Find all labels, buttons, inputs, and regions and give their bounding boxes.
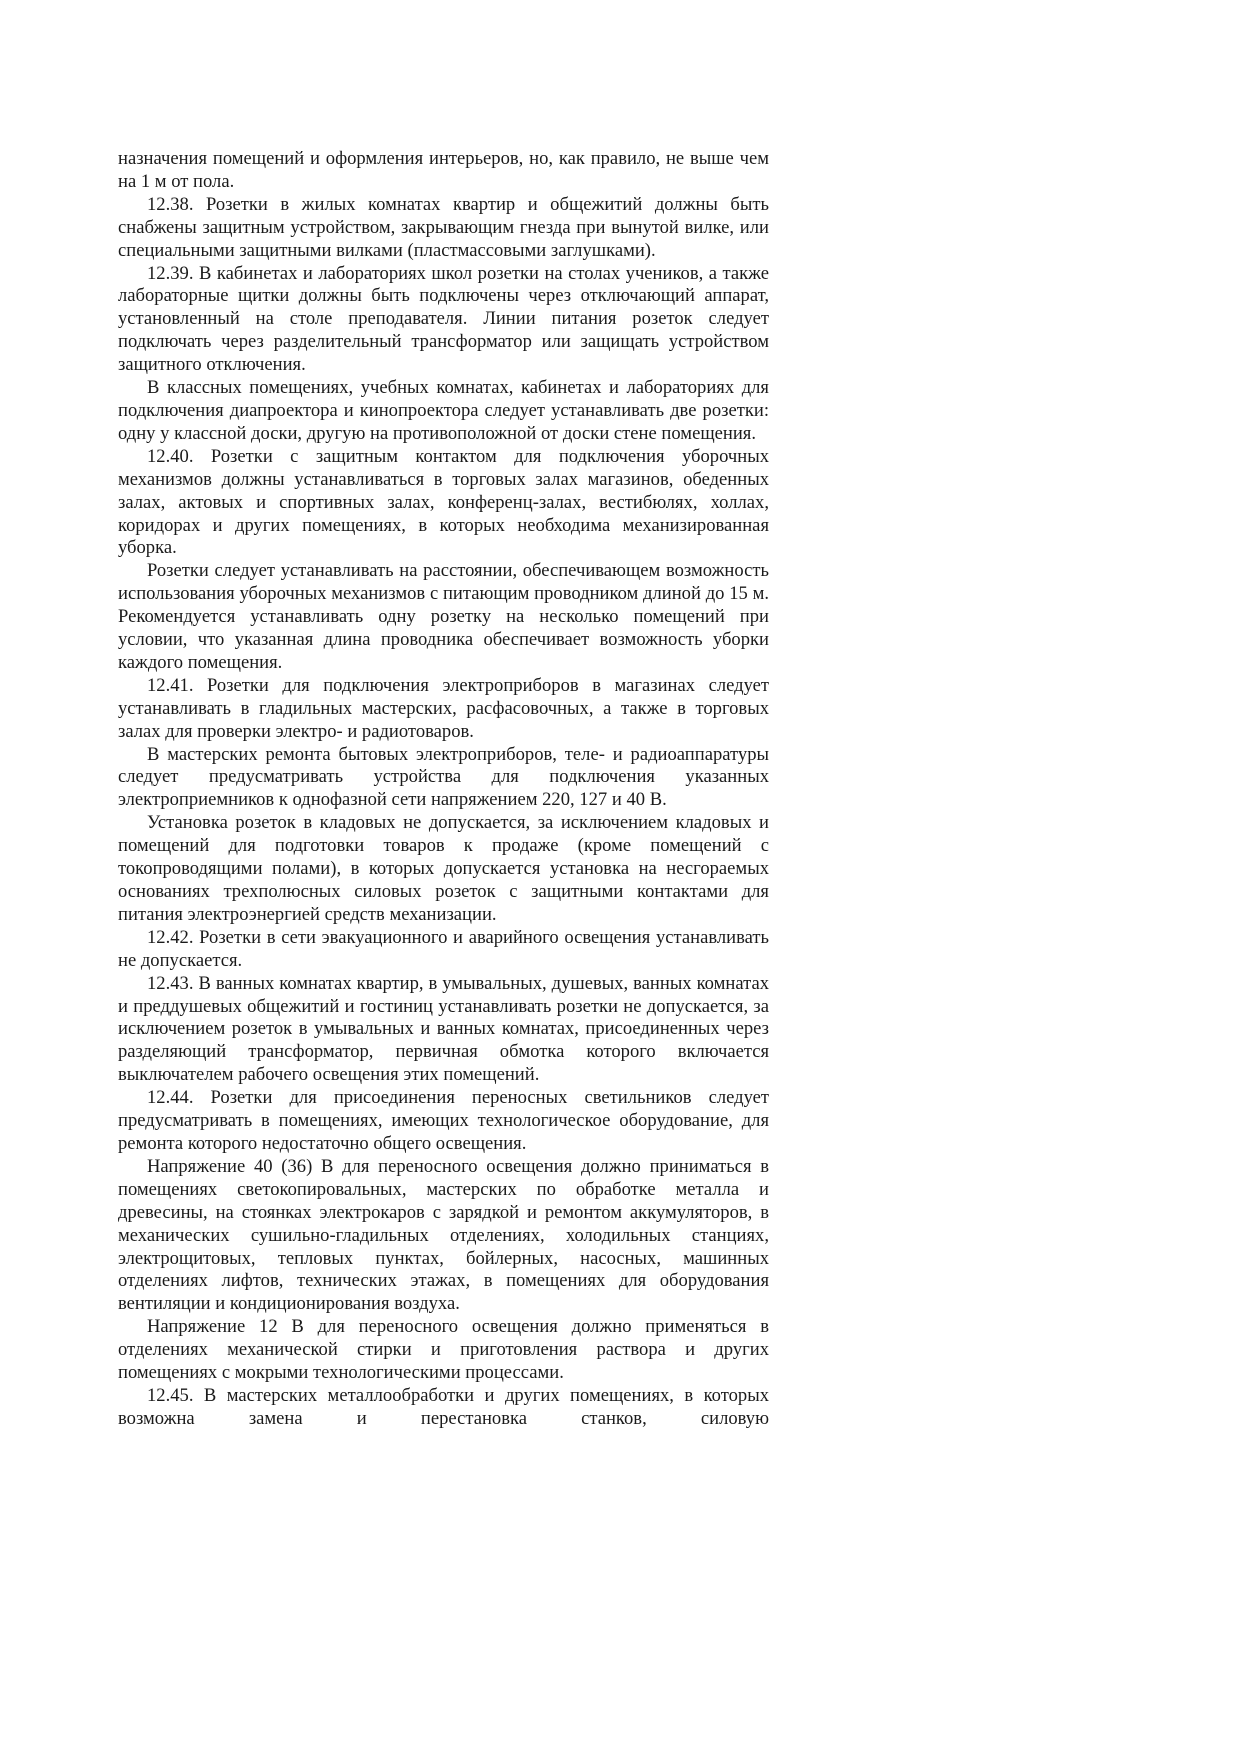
paragraph-continuation: назначения помещений и оформления интерьеров, но, как правило, не выше чем на 1 м от пола. xyxy=(118,148,769,192)
paragraph-cleaning-sockets: Розетки следует устанавливать на расстоянии, обеспечивающем возможность использования уборочных механизмов с питающим проводником длиной до 15 м. Рекомендуется устанавливать одну розетку на несколько помещений при условии, что указанная длина проводника обеспечивает возможность уборки каждого помещения. xyxy=(118,560,769,673)
paragraph-12-39: 12.39. В кабинетах и лабораториях школ розетки на столах учеников, а также лабораторные щитки должны быть подключены через отключающий аппарат, установленный на столе преподавателя. Линии питания розеток следует подключать через разделительный трансформатор или защищать устройством защитного отключения. xyxy=(118,262,769,376)
paragraph-12-42: 12.42. Розетки в сети эвакуационного и аварийного освещения устанавливать не допускается. xyxy=(118,926,769,971)
paragraph-12-41: 12.41. Розетки для подключения электроприборов в магазинах следует устанавливать в гладильных мастерских, расфасовочных, а также в торговых залах для проверки электро- и радиотоваров. xyxy=(118,674,769,742)
paragraph-12-40: 12.40. Розетки с защитным контактом для подключения уборочных механизмов должны устанавливаться в торговых залах магазинов, обеденных залах, актовых и спортивных залах, конференц-залах, вестибюлях, холлах, коридорах и других помещениях, в которых необходима механизированная уборка. xyxy=(118,445,769,559)
paragraph-storerooms: Установка розеток в кладовых не допускается, за исключением кладовых и помещений для подготовки товаров к продаже (кроме помещений с токопроводящими полами), в которых допускается установка на несгораемых основаниях трехполюсных силовых розеток с защитными контактами для питания электроэнергией средств механизации. xyxy=(118,812,769,925)
paragraph-repair-workshops: В мастерских ремонта бытовых электроприборов, теле- и радиоаппаратуры следует предусматривать устройства для подключения указанных электроприемников к однофазной сети напряжением 220, 127 и 40 В. xyxy=(118,743,769,811)
paragraph-voltage-40v: Напряжение 40 (36) В для переносного освещения должно приниматься в помещениях светокопировальных, мастерских по обработке металла и древесины, на стоянках электрокаров с зарядкой и ремонтом аккумуляторов, в механических сушильно-гладильных отделениях, холодильных станциях, электрощитовых, тепловых пунктах, бойлерных, насосных, машинных отделениях лифтов, технических этажах, в помещениях для оборудования вентиляции и кондиционирования воздуха. xyxy=(118,1155,769,1315)
paragraph-classrooms: В классных помещениях, учебных комнатах, кабинетах и лабораториях для подключения диапроектора и кинопроектора следует устанавливать две розетки: одну у классной доски, другую на противоположной от доски стене помещения. xyxy=(118,377,769,444)
document-body xyxy=(118,148,769,1431)
paragraph-12-43: 12.43. В ванных комнатах квартир, в умывальных, душевых, ванных комнатах и преддушевых общежитий и гостиниц устанавливать розетки не допускается, за исключением розеток в умывальных и ванных комнатах, присоединенных через разделяющий трансформатор, первичная обмотка которого включается выключателем рабочего освещения этих помещений. xyxy=(118,972,769,1086)
paragraph-12-44: 12.44. Розетки для присоединения переносных светильников следует предусматривать в помещениях, имеющих технологическое оборудование, для ремонта которого недостаточно общего освещения. xyxy=(118,1087,769,1154)
paragraph-12-38: 12.38. Розетки в жилых комнатах квартир и общежитий должны быть снабжены защитным устройством, закрывающим гнезда при вынутой вилке, или специальными защитными вилками (пластмассовыми заглушками). xyxy=(118,193,769,261)
paragraph-voltage-12v: Напряжение 12 В для переносного освещения должно применяться в отделениях механической стирки и приготовления раствора и других помещениях с мокрыми технологическими процессами. xyxy=(118,1316,769,1384)
paragraph-12-45: 12.45. В мастерских металлообработки и других помещениях, в которых возможна замена и перестановка станков, силовую xyxy=(118,1384,769,1429)
